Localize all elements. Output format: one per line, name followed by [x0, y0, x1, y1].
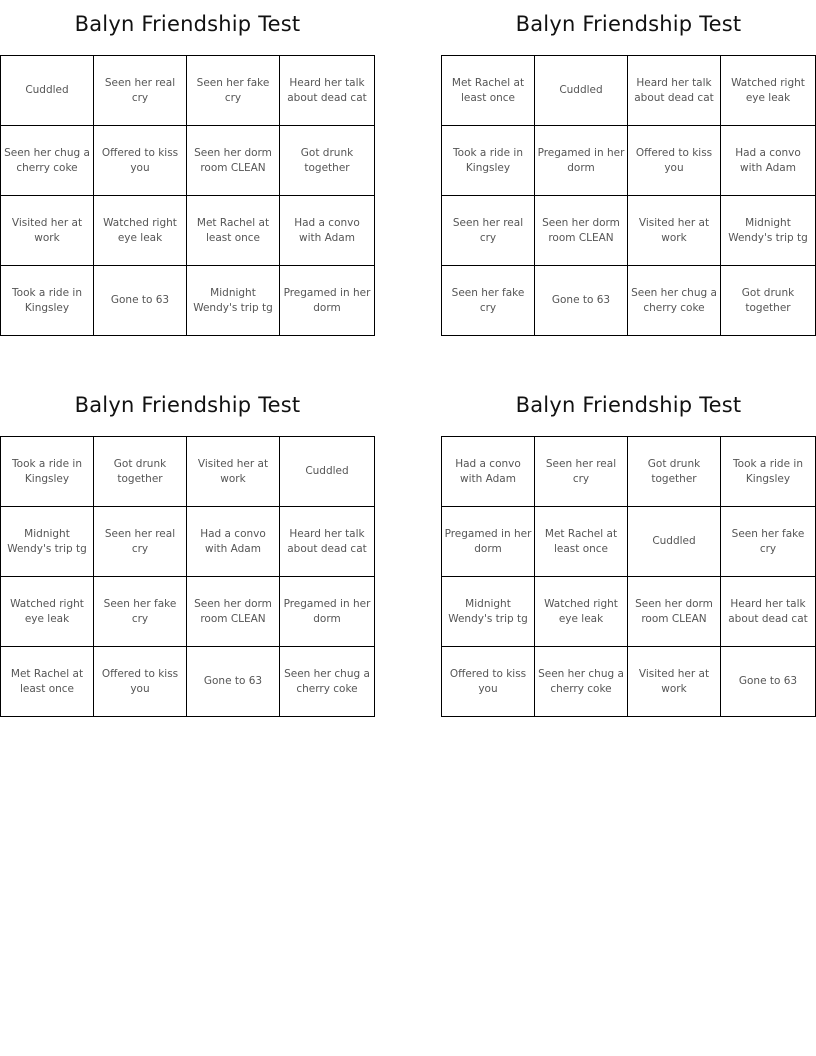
bingo-cell: Seen her real cry — [94, 56, 187, 126]
bingo-cell: Seen her real cry — [442, 196, 535, 266]
bingo-cell: Heard her talk about dead cat — [628, 56, 721, 126]
bingo-grid — [441, 55, 816, 336]
bingo-cell: Cuddled — [628, 507, 721, 577]
bingo-cell: Gone to 63 — [187, 647, 280, 716]
bingo-cell: Cuddled — [280, 437, 374, 507]
bingo-cell: Heard her talk about dead cat — [280, 56, 374, 126]
bingo-cell: Offered to kiss you — [94, 647, 187, 716]
bingo-cell: Midnight Wendy's trip tg — [442, 577, 535, 647]
bingo-cell: Seen her dorm room CLEAN — [187, 577, 280, 647]
bingo-cell: Met Rachel at least once — [535, 507, 628, 577]
bingo-cell: Took a ride in Kingsley — [1, 266, 94, 335]
bingo-cell: Met Rachel at least once — [442, 56, 535, 126]
bingo-cell: Watched right eye leak — [94, 196, 187, 266]
bingo-cell: Visited her at work — [187, 437, 280, 507]
bingo-cell: Got drunk together — [741, 286, 795, 314]
bingo-grid — [0, 436, 375, 717]
bingo-cell: Took a ride in Kingsley — [1, 437, 94, 507]
card-title: Balyn Friendship Test — [74, 12, 301, 36]
bingo-cell: Midnight Wendy's trip tg — [1, 507, 94, 577]
bingo-cell: Seen her chug a cherry coke — [284, 667, 370, 695]
bingo-cell: Seen her dorm room CLEAN — [535, 196, 628, 266]
bingo-cell: Gone to 63 — [94, 266, 187, 335]
bingo-cell: Had a convo with Adam — [721, 126, 815, 196]
bingo-cell: Seen her fake cry — [94, 577, 187, 647]
bingo-cell: Got drunk together — [94, 437, 187, 507]
bingo-cell: Watched right eye leak — [1, 577, 94, 647]
bingo-cell: Pregamed in her dorm — [280, 577, 374, 647]
bingo-cell: Visited her at work — [628, 196, 721, 266]
bingo-cell: Visited her at work — [628, 647, 721, 716]
bingo-cell: Pregamed in her dorm — [535, 126, 628, 196]
bingo-cell: Seen her chug a cherry coke — [1, 126, 94, 196]
bingo-cell: Got drunk together — [280, 126, 374, 196]
bingo-grid — [441, 436, 816, 717]
bingo-cell: Seen her chug a cherry coke — [628, 266, 721, 335]
bingo-cell: Cuddled — [1, 56, 94, 126]
bingo-cell: Midnight Wendy's trip tg — [187, 266, 280, 335]
bingo-cell: Gone to 63 — [535, 266, 628, 335]
bingo-cell: Midnight Wendy's trip tg — [721, 196, 815, 266]
bingo-cell: Met Rachel at least once — [1, 647, 94, 716]
bingo-cell: Offered to kiss you — [442, 647, 535, 716]
bingo-cell: Heard her talk about dead cat — [280, 507, 374, 577]
bingo-cell: Took a ride in Kingsley — [721, 437, 815, 507]
bingo-cell: Visited her at work — [1, 196, 94, 266]
bingo-cell: Seen her dorm room CLEAN — [187, 126, 280, 196]
bingo-cell: Heard her talk about dead cat — [721, 577, 815, 647]
bingo-cell: Seen her fake cry — [721, 507, 815, 577]
card-title: Balyn Friendship Test — [74, 393, 301, 417]
bingo-cell: Had a convo with Adam — [280, 196, 374, 266]
bingo-cell: Offered to kiss you — [628, 126, 721, 196]
bingo-cell: Had a convo with Adam — [442, 437, 535, 507]
card-title: Balyn Friendship Test — [515, 393, 742, 417]
bingo-cell: Got drunk together — [628, 437, 721, 507]
bingo-cell: Gone to 63 — [738, 675, 798, 687]
bingo-cell: Seen her fake cry — [187, 56, 280, 126]
bingo-cell: Had a convo with Adam — [187, 507, 280, 577]
bingo-cell: Cuddled — [535, 56, 628, 126]
bingo-cell: Watched right eye leak — [535, 577, 628, 647]
bingo-cell: Seen her dorm room CLEAN — [628, 577, 721, 647]
bingo-cell: Watched right eye leak — [721, 56, 815, 126]
bingo-cell: Met Rachel at least once — [187, 196, 280, 266]
bingo-cell: Seen her real cry — [94, 507, 187, 577]
card-title: Balyn Friendship Test — [515, 12, 742, 36]
bingo-cell: Seen her fake cry — [442, 266, 535, 335]
bingo-cell: Pregamed in her dorm — [283, 286, 371, 314]
bingo-cell: Seen her chug a cherry coke — [535, 647, 628, 716]
bingo-cell: Seen her real cry — [535, 437, 628, 507]
bingo-cell: Offered to kiss you — [94, 126, 187, 196]
bingo-grid — [0, 55, 375, 336]
bingo-cell: Took a ride in Kingsley — [442, 126, 535, 196]
bingo-cell: Pregamed in her dorm — [442, 507, 535, 577]
